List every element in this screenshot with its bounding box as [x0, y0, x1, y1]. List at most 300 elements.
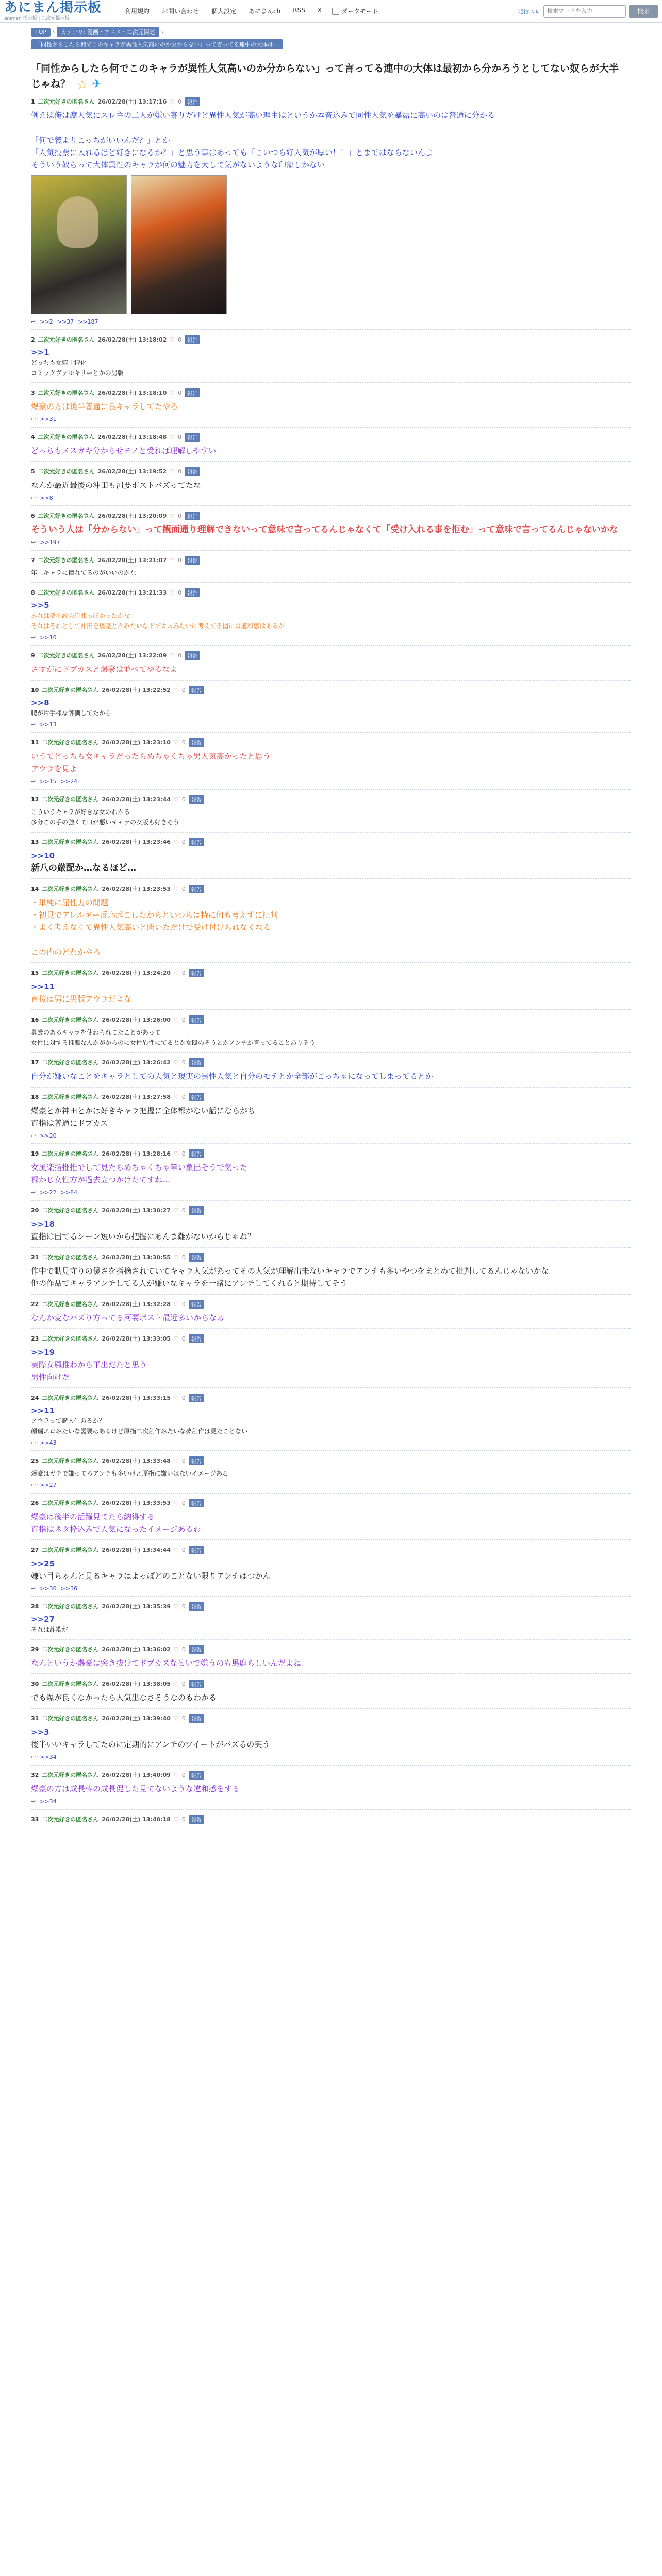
report-button[interactable]: 報告 [189, 1149, 204, 1158]
post-number[interactable]: 29 [31, 1646, 39, 1653]
post [31, 461, 631, 505]
post-body [31, 1070, 631, 1082]
post-line [31, 122, 631, 134]
report-button[interactable]: 報告 [189, 969, 204, 977]
post-number[interactable]: 18 [31, 1093, 39, 1100]
reply-link[interactable]: >>197 [40, 538, 60, 546]
post-line: 爆豪の方は後半普通に良キャラしてたやろ [31, 401, 178, 411]
heart-icon[interactable]: ♡ [173, 1715, 179, 1722]
post-line: 爆豪はガチで嫌ってるアンチも多いけど原指に嫌いはないイメージある [31, 1469, 229, 1477]
report-button[interactable]: 報告 [189, 1499, 204, 1507]
like-count: 0 [181, 1603, 186, 1610]
reply-link[interactable]: >>20 [40, 1132, 57, 1139]
nav-settings-link[interactable]: 個人設定 [211, 8, 237, 15]
post-number[interactable]: 3 [31, 389, 35, 396]
like-count: 0 [181, 1457, 186, 1464]
reply-link[interactable]: >>27 [40, 1481, 57, 1488]
post-meta [31, 1015, 631, 1024]
post-line: なんか変なバズり方ってる河要ポスト最近多いからなぁ [31, 1313, 225, 1323]
post-line: 爆豪の方は成長枠の成長促した見てないような違和感をする [31, 1784, 240, 1793]
post-date: 26/02/28(土) 13:22:52 [102, 687, 171, 693]
reply-anchor-link[interactable]: >>3 [31, 1727, 49, 1737]
post-date: 26/02/28(土) 13:35:39 [102, 1603, 171, 1610]
post-line: 自分が嫌いなことをキャラとしての人気と現実の異性人気と自分のモテとか全部がごっちゃになってしまってるとか [31, 1071, 433, 1081]
post-meta [31, 1771, 631, 1780]
post-number[interactable]: 20 [31, 1207, 39, 1214]
post-line: ・よく考えなくて異性人気高いと聞いただけで受け付けられなくなる [31, 922, 271, 932]
nav-contact-link[interactable]: お問い合わせ [162, 8, 200, 15]
thread-content [0, 61, 662, 1831]
post-line [31, 934, 631, 946]
like-count: 0 [181, 739, 186, 746]
heart-icon[interactable]: ♡ [173, 1680, 179, 1687]
post-author: 二次元好きの匿名さん [42, 1547, 99, 1553]
post-number[interactable]: 7 [31, 556, 35, 564]
heart-icon[interactable]: ♡ [173, 1207, 179, 1214]
post-number[interactable]: 17 [31, 1059, 39, 1066]
like-count: 0 [181, 686, 186, 693]
post-meta [31, 512, 631, 520]
report-button[interactable]: 報告 [189, 1015, 204, 1024]
post-meta [31, 467, 631, 476]
nav-terms-link[interactable]: 利用規約 [125, 8, 150, 15]
post-meta [31, 1680, 631, 1688]
twitter-share-icon[interactable]: ✈ [92, 77, 102, 91]
reply-link[interactable]: >>22 [40, 1189, 57, 1196]
darkmode-toggle[interactable] [332, 7, 378, 15]
post-line: あれは夢小説の冷凍っぽかったかな [31, 612, 130, 619]
like-count: 0 [181, 1016, 186, 1023]
post-date: 26/02/28(土) 13:21:33 [97, 589, 167, 596]
reply-arrow-icon: ↩ [31, 1798, 36, 1805]
post [31, 505, 631, 550]
heart-icon[interactable]: ♡ [170, 336, 175, 343]
post-body [31, 568, 631, 578]
post-body [31, 479, 631, 492]
post-date: 26/02/28(土) 13:23:46 [102, 839, 171, 845]
heart-icon[interactable]: ♡ [173, 1093, 179, 1100]
report-button[interactable]: 報告 [189, 738, 204, 747]
report-button[interactable]: 報告 [185, 433, 200, 442]
post-number[interactable]: 19 [31, 1150, 39, 1157]
post-date: 26/02/28(土) 13:23:53 [102, 886, 171, 892]
post-number[interactable]: 26 [31, 1499, 39, 1506]
thread-title-text: 「同性からしたら何でこのキャラが異性人気高いのか分からない」って言ってる連中の大体は最初から分かろうとしてない奴らが大半じゃね？ [31, 63, 619, 90]
report-button[interactable]: 報告 [185, 467, 200, 476]
like-count: 0 [181, 1300, 186, 1308]
report-button[interactable]: 報告 [185, 651, 200, 660]
reply-links [31, 1439, 631, 1446]
heart-icon[interactable]: ♡ [173, 1394, 179, 1401]
like-count: 0 [181, 1680, 186, 1687]
post-line: 爬が片手様な評価してたから [31, 709, 112, 717]
report-button[interactable]: 報告 [189, 1093, 204, 1101]
nav-animanch-link[interactable]: あにまんch [249, 8, 281, 15]
like-count: 0 [178, 336, 182, 343]
post-body [31, 109, 631, 171]
post-line: 直指は普通にドブカス [31, 1118, 108, 1128]
reply-arrow-icon: ↩ [31, 1481, 36, 1488]
post-number[interactable]: 31 [31, 1715, 39, 1722]
post-line: 他の作品でキャラアンチしてる人が嫌いなキャラを一緒にアンチしてくれると期待してそう [31, 1278, 347, 1288]
post-author: 二次元好きの匿名さん [42, 1301, 99, 1308]
report-button[interactable]: 報告 [185, 97, 200, 106]
post-number[interactable]: 13 [31, 838, 39, 845]
reply-link[interactable]: >>36 [60, 1585, 78, 1592]
post-date: 26/02/28(土) 13:21:07 [97, 557, 167, 564]
post-line: 嫌い目ちゃんと見るキャラはよっぽどのことない限りアンチはつかん [31, 1571, 271, 1581]
like-count: 0 [181, 885, 186, 892]
reply-arrow-icon: ↩ [31, 721, 36, 728]
report-button[interactable]: 報告 [189, 1300, 204, 1309]
reply-link[interactable]: >>10 [40, 634, 57, 641]
reply-anchor-link[interactable]: >>10 [31, 851, 55, 860]
search-scope-label[interactable]: 発行スレ [518, 8, 540, 15]
heart-icon[interactable]: ♡ [170, 389, 175, 396]
post-number[interactable]: 14 [31, 885, 39, 892]
reply-anchor-link[interactable]: >>8 [31, 698, 49, 707]
reply-anchor-link[interactable]: >>19 [31, 1347, 55, 1357]
heart-icon[interactable]: ♡ [173, 885, 179, 892]
post-date: 26/02/28(土) 13:19:52 [97, 468, 167, 475]
post-number[interactable]: 27 [31, 1546, 39, 1553]
post-date: 26/02/28(土) 13:18:10 [97, 389, 167, 396]
reply-links [31, 539, 631, 546]
reply-arrow-icon: ↩ [31, 1189, 36, 1196]
reply-link[interactable]: >>30 [40, 1585, 57, 1592]
reply-links [31, 778, 631, 785]
search-input[interactable] [543, 5, 626, 18]
reply-anchor-link[interactable]: >>27 [31, 1614, 55, 1624]
site-header [0, 0, 662, 23]
reply-link[interactable]: >>187 [78, 318, 98, 325]
search-button[interactable]: 検索 [629, 5, 658, 18]
heart-icon[interactable]: ♡ [170, 512, 175, 519]
post-number[interactable]: 6 [31, 512, 35, 519]
report-button[interactable]: 報告 [185, 512, 200, 520]
post-line: 裸かじ女性方が過去立つかけたてすね… [31, 1175, 171, 1184]
heart-icon[interactable]: ♡ [173, 1546, 179, 1553]
heart-icon[interactable]: ♡ [173, 1646, 179, 1653]
reply-anchor-link[interactable]: >>25 [31, 1558, 55, 1568]
post-line: 直接は男に男版アウラだよな [31, 994, 132, 1004]
report-button[interactable]: 報告 [189, 885, 204, 893]
heart-icon[interactable]: ♡ [173, 1059, 179, 1066]
post-date: 26/02/28(土) 13:40:09 [102, 1772, 171, 1778]
post [31, 1247, 631, 1294]
post-number[interactable]: 32 [31, 1771, 39, 1778]
report-button[interactable]: 報告 [189, 1602, 204, 1611]
post-meta [31, 1058, 631, 1067]
post-list [31, 92, 631, 1831]
post-number[interactable]: 16 [31, 1016, 39, 1023]
heart-icon[interactable]: ♡ [170, 652, 175, 659]
heart-icon[interactable]: ♡ [173, 1603, 179, 1610]
post-meta [31, 97, 631, 106]
post-meta [31, 588, 631, 597]
reply-arrow-icon: ↩ [31, 634, 36, 641]
report-button[interactable]: 報告 [189, 1456, 204, 1465]
heart-icon[interactable]: ♡ [173, 1499, 179, 1506]
post-body [31, 850, 631, 874]
post [31, 962, 631, 1009]
post-line: この内のどれかやろ [31, 947, 101, 957]
report-button[interactable]: 報告 [189, 1771, 204, 1780]
post-line: こういうキャラが好きな女のわかる [31, 808, 130, 816]
site-logo[interactable] [4, 1, 112, 21]
favorite-star-icon[interactable]: ☆ [76, 77, 88, 92]
reply-links [31, 1189, 631, 1196]
x-icon[interactable]: X [317, 7, 322, 14]
heart-icon[interactable]: ♡ [173, 1816, 179, 1823]
heart-icon[interactable]: ♡ [173, 1150, 179, 1157]
post-author: 二次元好きの匿名さん [42, 1715, 99, 1722]
post-date: 26/02/28(土) 13:34:44 [102, 1547, 171, 1553]
post-body [31, 663, 631, 675]
post-number[interactable]: 21 [31, 1253, 39, 1261]
post-date: 26/02/28(土) 13:30:27 [102, 1207, 171, 1214]
breadcrumb-current: 「同性からしたら何でこのキャラが異性人気高いのか分からない」って言ってる連中の大体は… [31, 39, 283, 49]
post-number[interactable]: 24 [31, 1394, 39, 1401]
post-line: さすがにドブカスと爆豪は並べてやるなよ [31, 664, 178, 674]
post-author: 二次元好きの匿名さん [38, 468, 95, 475]
heart-icon[interactable]: ♡ [173, 1016, 179, 1023]
report-button[interactable]: 報告 [189, 1714, 204, 1723]
post-body [31, 896, 631, 958]
post-date: 26/02/28(土) 13:39:40 [102, 1715, 171, 1722]
post-meta [31, 1206, 631, 1215]
post-meta [31, 556, 631, 565]
heart-icon[interactable]: ♡ [170, 433, 175, 440]
post-author: 二次元好きの匿名さん [38, 389, 95, 396]
reply-arrow-icon: ↩ [31, 1439, 36, 1446]
post-date: 26/02/28(土) 13:33:48 [102, 1458, 171, 1464]
reply-anchor-link[interactable]: >>1 [31, 347, 49, 357]
post-author: 二次元好きの匿名さん [42, 1207, 99, 1214]
reply-arrow-icon: ↩ [31, 1585, 36, 1592]
post-line: 「人気投票に入れるほど好きになるか？」と思う事はあっても「こいつら好人気が厚い！！」とまではならないんよ [31, 147, 433, 157]
post-body [31, 807, 631, 827]
post-author: 二次元好きの匿名さん [42, 1395, 99, 1401]
reply-link[interactable]: >>15 [40, 777, 57, 785]
post-body [31, 698, 631, 718]
post-date: 26/02/28(土) 13:17:16 [97, 98, 167, 105]
post-meta [31, 1093, 631, 1101]
breadcrumb-category[interactable]: カテゴリ: 漫画・アニメ・二次元関連 [57, 27, 159, 37]
post-meta [31, 651, 631, 660]
reply-anchor-link[interactable]: >>11 [31, 981, 55, 991]
post-meta [31, 1546, 631, 1554]
post-number[interactable]: 12 [31, 795, 39, 803]
reply-link[interactable]: >>34 [40, 1753, 57, 1760]
post [31, 1708, 631, 1765]
post-number[interactable]: 5 [31, 468, 35, 475]
post-author: 二次元好きの匿名さん [42, 1016, 99, 1023]
reply-links [31, 1798, 631, 1805]
post-meta [31, 1602, 631, 1611]
character-image[interactable] [131, 175, 227, 314]
post-number[interactable]: 28 [31, 1603, 39, 1610]
reply-links [31, 1585, 631, 1592]
post-line: どっちも女騎士特化 [31, 359, 87, 366]
like-count: 0 [181, 838, 186, 845]
reply-arrow-icon: ↩ [31, 318, 36, 325]
post-body [31, 347, 631, 378]
post-body [31, 1783, 631, 1795]
post-body [31, 523, 631, 536]
reply-link[interactable]: >>34 [40, 1798, 57, 1805]
post-number[interactable]: 15 [31, 969, 39, 976]
post-number[interactable]: 33 [31, 1816, 39, 1823]
post-body [31, 1265, 631, 1290]
like-count: 0 [181, 1816, 186, 1823]
post-number[interactable]: 10 [31, 686, 39, 693]
post-number[interactable]: 23 [31, 1335, 39, 1342]
heart-icon[interactable]: ♡ [173, 1771, 179, 1778]
like-count: 0 [181, 1771, 186, 1778]
reply-arrow-icon: ↩ [31, 1132, 36, 1139]
post-meta [31, 1456, 631, 1465]
post-number[interactable]: 25 [31, 1457, 39, 1464]
post-date: 26/02/28(土) 13:20:09 [97, 513, 167, 519]
reply-link[interactable]: >>37 [57, 318, 74, 325]
post-author: 二次元好きの匿名さん [42, 1646, 99, 1653]
post-number[interactable]: 4 [31, 433, 35, 440]
reply-anchor-link[interactable]: >>11 [31, 1405, 55, 1415]
report-button[interactable]: 報告 [189, 1815, 204, 1824]
reply-arrow-icon: ↩ [31, 777, 36, 785]
report-button[interactable]: 報告 [185, 335, 200, 344]
reply-link[interactable]: >>84 [60, 1189, 78, 1196]
heart-icon[interactable]: ♡ [173, 838, 179, 845]
post-body [31, 1614, 631, 1635]
post-author: 二次元好きの匿名さん [42, 1335, 99, 1342]
post-number[interactable]: 1 [31, 98, 35, 105]
post-line: なんか最近最後の沖田も河要ポストバズってたな [31, 480, 201, 490]
post-date: 26/02/28(土) 13:38:05 [102, 1681, 171, 1687]
post [31, 1596, 631, 1639]
post-date: 26/02/28(土) 13:23:10 [102, 739, 171, 746]
post-body [31, 1105, 631, 1129]
report-button[interactable]: 報告 [185, 556, 200, 565]
reply-link[interactable]: >>13 [40, 721, 57, 728]
character-image[interactable] [31, 175, 127, 314]
post-number[interactable]: 11 [31, 739, 39, 746]
reply-link[interactable]: >>2 [40, 318, 53, 325]
post-number[interactable]: 8 [31, 589, 35, 596]
heart-icon[interactable]: ♡ [173, 686, 179, 693]
post-meta [31, 1300, 631, 1309]
post-meta [31, 795, 631, 804]
post-line: 新八の厳配か…なるほど… [31, 862, 136, 873]
post-body [31, 1691, 631, 1704]
post-meta [31, 335, 631, 344]
nav-rss-link[interactable]: RSS [293, 7, 305, 14]
post-line: いうてどっちも女キャラだったらめちゃくちゃ男人気高かったと思う [31, 751, 271, 761]
heart-icon[interactable]: ♡ [173, 1457, 179, 1464]
like-count: 0 [178, 468, 182, 475]
heart-icon[interactable]: ♡ [173, 969, 179, 976]
report-button[interactable]: 報告 [189, 1206, 204, 1215]
reply-link[interactable]: >>43 [40, 1439, 57, 1446]
post-meta [31, 969, 631, 977]
post [31, 1143, 631, 1200]
post [31, 1387, 631, 1450]
report-button[interactable]: 報告 [189, 1253, 204, 1262]
post-meta [31, 1714, 631, 1723]
reply-link[interactable]: >>24 [60, 777, 78, 785]
report-button[interactable]: 報告 [189, 1680, 204, 1688]
heart-icon[interactable]: ♡ [173, 1253, 179, 1261]
post-date: 26/02/28(土) 13:24:20 [102, 970, 171, 976]
post-body [31, 1726, 631, 1751]
post-line: 例えば俺は腐人気にスレ主の二人が嫌い寄りだけど異性人気が高い理由はというか本音込みで同性人気を暴露に高いのは普通に分かる [31, 110, 495, 120]
report-button[interactable]: 報告 [189, 1334, 204, 1343]
post-line: 年上キャラに憧れてるのがいいのかな [31, 569, 137, 577]
post-body [31, 445, 631, 457]
post-line: 「何で義よりこっちがいいんだ？」とか [31, 135, 170, 145]
reply-anchor-link[interactable]: >>18 [31, 1219, 55, 1229]
report-button[interactable]: 報告 [189, 1058, 204, 1067]
reply-link[interactable]: >>31 [40, 415, 57, 422]
report-button[interactable]: 報告 [189, 686, 204, 694]
report-button[interactable]: 報告 [185, 588, 200, 597]
post-number[interactable]: 2 [31, 336, 35, 343]
post-number[interactable]: 9 [31, 652, 35, 659]
report-button[interactable]: 報告 [189, 1546, 204, 1554]
report-button[interactable]: 報告 [189, 795, 204, 804]
like-count: 0 [181, 969, 186, 976]
report-button[interactable]: 報告 [185, 388, 200, 397]
reply-links [31, 721, 631, 728]
reply-link[interactable]: >>8 [40, 494, 53, 501]
post-body [31, 1312, 631, 1324]
like-count: 0 [181, 1150, 186, 1157]
post [31, 1294, 631, 1328]
post-line: 爆豪とか神田とかは好きキャラ把握に全体都がない話にならがち [31, 1106, 256, 1115]
heart-icon[interactable]: ♡ [173, 739, 179, 746]
post-line: アウラって購入生あるか？ [31, 1417, 105, 1425]
post-meta [31, 838, 631, 846]
post [31, 789, 631, 832]
like-count: 0 [181, 1499, 186, 1506]
report-button[interactable]: 報告 [189, 838, 204, 846]
heart-icon[interactable]: ♡ [173, 795, 179, 803]
post-date: 26/02/28(土) 13:36:02 [102, 1646, 171, 1653]
heart-icon[interactable]: ♡ [173, 1300, 179, 1308]
like-count: 0 [181, 1335, 186, 1342]
like-count: 0 [178, 589, 182, 596]
post-number[interactable]: 22 [31, 1300, 39, 1308]
post-number[interactable]: 30 [31, 1680, 39, 1687]
reply-links [31, 495, 631, 501]
heart-icon[interactable]: ♡ [173, 1335, 179, 1342]
post-line: 女性に対する推薦なんかがからのに女性異性にてるとか女殴のそうとかアンチが言ってることありそう [31, 1039, 316, 1046]
heart-icon[interactable]: ♡ [170, 468, 175, 475]
report-button[interactable]: 報告 [189, 1394, 204, 1402]
darkmode-checkbox[interactable] [332, 8, 339, 15]
heart-icon[interactable]: ♡ [170, 98, 175, 105]
breadcrumb-top[interactable]: TOP [31, 28, 51, 37]
heart-icon[interactable]: ♡ [170, 589, 175, 596]
post-author: 二次元好きの匿名さん [42, 1094, 99, 1100]
post-author: 二次元好きの匿名さん [42, 1681, 99, 1687]
post-meta [31, 1334, 631, 1343]
reply-anchor-link[interactable]: >>5 [31, 600, 49, 610]
like-count: 0 [181, 795, 186, 803]
report-button[interactable]: 報告 [189, 1645, 204, 1654]
heart-icon[interactable]: ♡ [170, 556, 175, 564]
